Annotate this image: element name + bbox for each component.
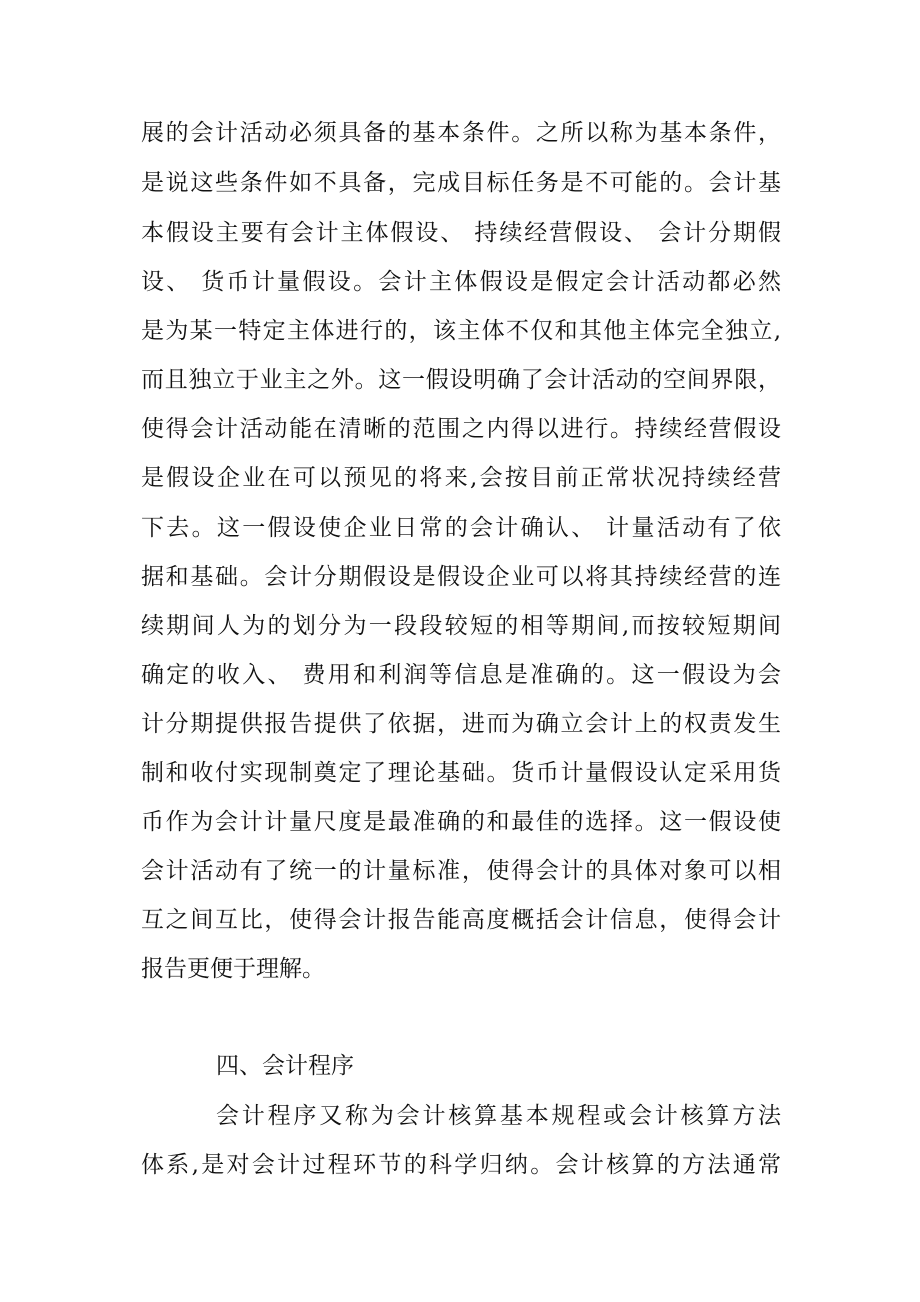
section-heading: 四、会计程序 [216,1053,354,1079]
text-line: 制和收付实现制奠定了理论基础。货币计量假设认定采用货 [141,760,781,786]
text-line: 会计程序又称为会计核算基本规程或会计核算方法 [216,1103,781,1129]
text-line: 使得会计活动能在清晰的范围之内得以进行。持续经营假设 [141,416,781,442]
text-line: 下去。这一假设使企业日常的会计确认、 计量活动有了依 [141,515,781,541]
text-line: 是说这些条件如不具备，完成目标任务是不可能的。会计基 [141,170,781,196]
text-line: 展的会计活动必须具备的基本条件。之所以称为基本条件， [141,120,781,146]
text-line: 本假设主要有会计主体假设、 持续经营假设、 会计分期假 [141,220,781,246]
text-line: 设、 货币计量假设。会计主体假设是假定会计活动都必然 [141,269,781,295]
text-line: 是为某一特定主体进行的，该主体不仅和其他主体完全独立, [141,318,781,344]
text-line: 是假设企业在可以预见的将来,会按目前正常状况持续经营 [141,465,781,491]
text-line: 计分期提供报告提供了依据，进而为确立会计上的权责发生 [141,711,781,737]
text-line: 互之间互比，使得会计报告能高度概括会计信息，使得会计 [141,907,781,933]
text-line: 而且独立于业主之外。这一假设明确了会计活动的空间界限， [141,367,781,393]
text-line: 确定的收入、 费用和利润等信息是准确的。这一假设为会 [141,662,781,688]
text-line: 据和基础。会计分期假设是假设企业可以将其持续经营的连 [141,564,781,590]
text-line: 续期间人为的划分为一段段较短的相等期间,而按较短期间 [141,613,781,639]
text-line: 会计活动有了统一的计量标准，使得会计的具体对象可以相 [141,858,781,884]
text-line: 报告更便于理解。 [141,956,325,982]
text-line: 币作为会计计量尺度是最准确的和最佳的选择。这一假设使 [141,809,781,835]
text-line: 体系,是对会计过程环节的科学归纳。会计核算的方法通常 [141,1152,781,1178]
